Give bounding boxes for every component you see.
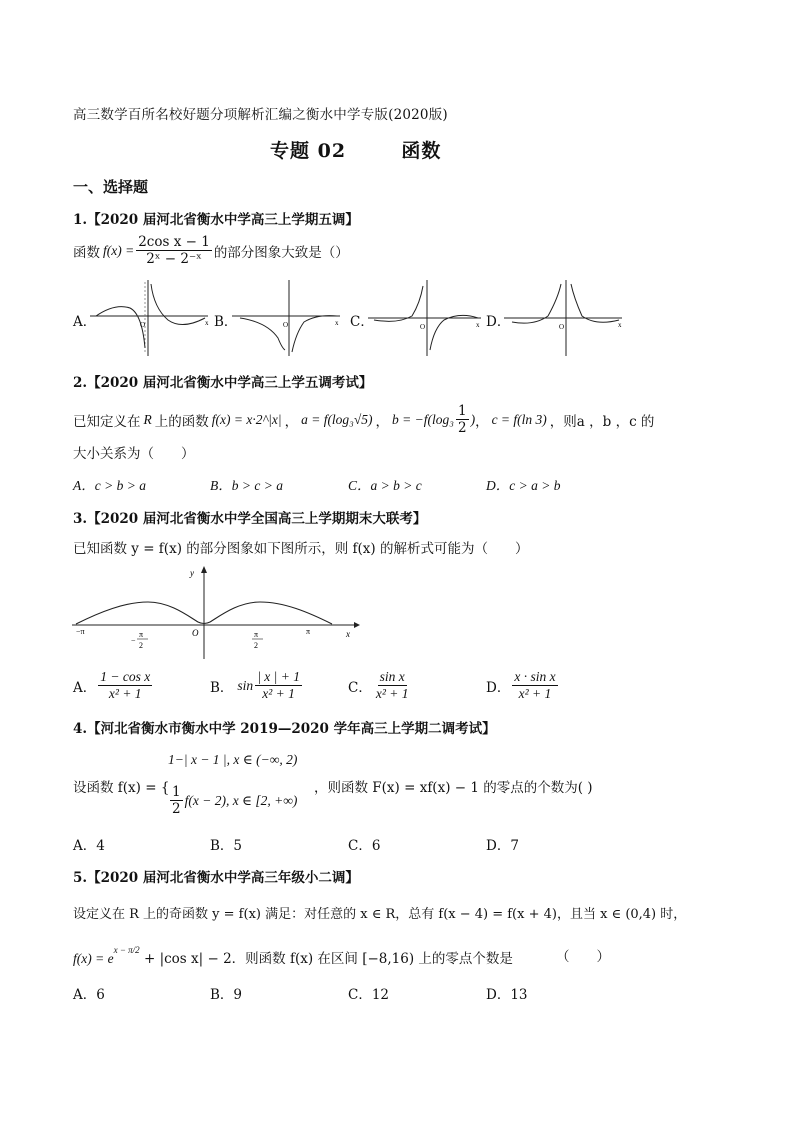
q5-stem-line1: 设定义在 R 上的奇函数 y = f(x) 满足：对任意的 x ∈ R，总有 f(x − 4) = f(x + 4)，且当 x ∈ (0,4) 时， bbox=[73, 907, 687, 922]
q5-option-a: A．6 bbox=[73, 987, 105, 1003]
q2-half-num: 1 bbox=[457, 403, 467, 419]
q5-answer-paren: （ ） bbox=[556, 949, 610, 965]
q5-option-d: D．13 bbox=[486, 987, 528, 1003]
q5-header bbox=[73, 866, 359, 886]
q1-source: 【2020 届河北省衡水中学高三上学期五调】 bbox=[87, 212, 359, 228]
q3-option-c-label: C． bbox=[348, 679, 372, 696]
q3-number: 3. bbox=[73, 511, 88, 527]
q3-stem: 已知函数 y = f(x) 的部分图象如下图所示，则 f(x) 的解析式可能为（ ） bbox=[73, 541, 529, 557]
q1-stem bbox=[73, 234, 349, 267]
q3-option-d-label: D． bbox=[486, 679, 511, 696]
q1-graph-a bbox=[90, 278, 210, 358]
q5-option-b: B．9 bbox=[210, 987, 243, 1003]
q2-c-def: c = f(ln 3) bbox=[491, 411, 547, 427]
q3-y-label: y bbox=[190, 568, 194, 578]
q1-option-d-label: D． bbox=[486, 314, 511, 330]
q1-graph-d bbox=[504, 278, 624, 358]
q4-case1: 1−| x − 1 |, x ∈ (−∞, 2) bbox=[168, 752, 298, 767]
q3-pi: π bbox=[306, 627, 311, 636]
q3-origin-label: O bbox=[192, 628, 199, 638]
page-title bbox=[270, 136, 441, 163]
q3-option-c-num: sin x bbox=[378, 669, 407, 686]
q2-stem-line2: 大小关系为（ ） bbox=[73, 446, 195, 462]
q4-case2-fraction bbox=[170, 784, 183, 817]
q4-number: 4. bbox=[73, 721, 88, 737]
svg-text:x: x bbox=[476, 321, 480, 329]
q4-case2-num: 1 bbox=[172, 784, 181, 800]
q2-text-c: ，则a ，b ，c 的 bbox=[549, 413, 655, 430]
q1-graph-c bbox=[368, 278, 483, 358]
q2-fdef: f(x) = x·2^|x| bbox=[211, 411, 282, 427]
svg-text:x: x bbox=[205, 319, 209, 327]
q5-line2-text: + |cos x| − 2．则函数 f(x) 在区间 [−8,16) 上的零点个数是 bbox=[143, 951, 513, 967]
q3-option-b-label: B． bbox=[210, 679, 234, 696]
q4-option-a: A．4 bbox=[73, 838, 105, 854]
q2-text-a: 已知定义在 bbox=[73, 413, 141, 430]
q3-option-d-den: x² + 1 bbox=[518, 686, 552, 702]
q4-header bbox=[73, 717, 496, 737]
q5-exponent: x − π/2 bbox=[113, 945, 140, 955]
q2-half-den: 2 bbox=[457, 420, 467, 437]
q1-numerator: 2cos x − 1 bbox=[138, 234, 210, 250]
q3-half-pi-num: π bbox=[254, 630, 259, 639]
q1-stem-prefix: 函数 bbox=[73, 244, 100, 261]
q2-source: 【2020 届河北省衡水中学高三上学五调考试】 bbox=[87, 375, 373, 391]
q3-neg-pi: −π bbox=[76, 627, 85, 636]
q3-header bbox=[73, 507, 426, 527]
q2-text-b: 上的函数 bbox=[154, 413, 209, 430]
q2-half bbox=[456, 403, 469, 436]
q2-header bbox=[73, 371, 372, 391]
q4-case2-den: 2 bbox=[172, 801, 181, 818]
svg-text:O: O bbox=[283, 321, 289, 329]
q1-option-b-label: B． bbox=[214, 314, 238, 330]
q3-option-a-den: x² + 1 bbox=[108, 686, 142, 702]
q3-option-b-sin: sin bbox=[237, 677, 254, 693]
q5-number: 5. bbox=[73, 870, 88, 886]
q4-case2-text: f(x − 2), x ∈ [2, +∞) bbox=[184, 792, 298, 808]
q3-option-a bbox=[73, 669, 154, 702]
topic-number: 专题 02 bbox=[270, 140, 347, 162]
q3-option-c bbox=[348, 669, 413, 702]
q3-option-a-num: 1 − cos x bbox=[98, 669, 152, 686]
q4-option-b: B．5 bbox=[210, 838, 243, 854]
q5-option-c: C．12 bbox=[348, 987, 390, 1003]
q3-option-d-fraction bbox=[512, 669, 557, 702]
q2-b-def-post: ) bbox=[470, 411, 476, 427]
q1-header bbox=[73, 208, 359, 228]
q2-option-b: B．b > c > a bbox=[210, 478, 283, 493]
q3-option-a-label: A． bbox=[73, 679, 97, 696]
q4-prefix bbox=[73, 776, 169, 796]
q4-source: 【河北省衡水市衡水中学 2019—2020 学年高三上学期二调考试】 bbox=[87, 721, 496, 737]
q3-option-b-fraction bbox=[255, 669, 302, 702]
q1-number: 1. bbox=[73, 212, 88, 228]
svg-text:O: O bbox=[420, 323, 426, 331]
q3-half-pi-den: 2 bbox=[254, 641, 258, 650]
q2-a-def: a = f(log₃√5) bbox=[301, 411, 373, 427]
svg-text:x: x bbox=[335, 319, 339, 327]
q4-option-d: D．7 bbox=[486, 838, 519, 854]
q3-option-a-fraction bbox=[98, 669, 152, 702]
svg-text:O: O bbox=[140, 321, 146, 329]
q3-neg-half-pi-den: 2 bbox=[139, 641, 143, 650]
q4-option-c: C．6 bbox=[348, 838, 381, 854]
q3-option-c-den: x² + 1 bbox=[375, 686, 409, 702]
q3-option-b bbox=[210, 669, 304, 702]
q1-option-a-label: A． bbox=[73, 314, 97, 330]
q1-fraction bbox=[136, 234, 212, 267]
q3-option-d-num: x · sin x bbox=[512, 669, 557, 686]
q4-case2 bbox=[168, 784, 297, 817]
q3-option-d bbox=[486, 669, 560, 702]
document-header: 高三数学百所名校好题分项解析汇编之衡水中学专版(2020版) bbox=[73, 107, 448, 123]
q1-fx: f(x) = bbox=[103, 242, 135, 258]
svg-text:O: O bbox=[559, 323, 565, 331]
q5-source: 【2020 届河北省衡水中学高三年级小二调】 bbox=[87, 870, 359, 886]
svg-text:x: x bbox=[618, 321, 622, 329]
q1-denominator: 2ˣ − 2⁻ˣ bbox=[146, 251, 202, 268]
q1-graph-b bbox=[232, 278, 342, 358]
q3-minus: − bbox=[131, 636, 136, 645]
q3-option-c-fraction bbox=[374, 669, 411, 702]
q3-option-b-num: | x | + 1 bbox=[255, 669, 302, 686]
q3-source: 【2020 届河北省衡水中学全国高三上学期期末大联考】 bbox=[87, 511, 427, 527]
q4-prefix-text: 设函数 f(x) = { bbox=[73, 780, 170, 796]
q2-option-c: C．a > b > c bbox=[348, 478, 422, 493]
q2-number: 2. bbox=[73, 375, 88, 391]
q3-option-b-den: x² + 1 bbox=[262, 686, 295, 702]
q2-R: R bbox=[143, 411, 152, 427]
q2-stem-line1: 已知定义在 R 上的函数 f(x) = x·2^|x| ， a = f(log₃√5) ， b = −f(log₃ $\frac{1}{2}$ ) ， c = f(ln 3) ，则a ，b ，c 的 bbox=[73, 403, 655, 437]
section-heading: 一、选择题 bbox=[73, 178, 149, 196]
q1-stem-suffix: 的部分图象大致是（） bbox=[213, 244, 349, 261]
q2-option-a: A．c > b > a bbox=[73, 478, 146, 493]
q2-b-def-pre: b = −f(log₃ bbox=[392, 411, 454, 427]
q5-stem-line2 bbox=[73, 945, 513, 967]
topic-name: 函数 bbox=[401, 140, 442, 162]
q3-neg-half-pi-num: π bbox=[139, 630, 144, 639]
q4-suffix: ，则函数 F(x) = xf(x) − 1 的零点的个数为( ) bbox=[314, 780, 593, 796]
q3-graph bbox=[70, 564, 370, 660]
q5-fx-e: f(x) = e bbox=[73, 951, 114, 966]
q3-x-label: x bbox=[346, 629, 350, 639]
q1-option-c-label: C． bbox=[350, 314, 374, 330]
q2-option-d: D．c > a > b bbox=[486, 478, 561, 493]
